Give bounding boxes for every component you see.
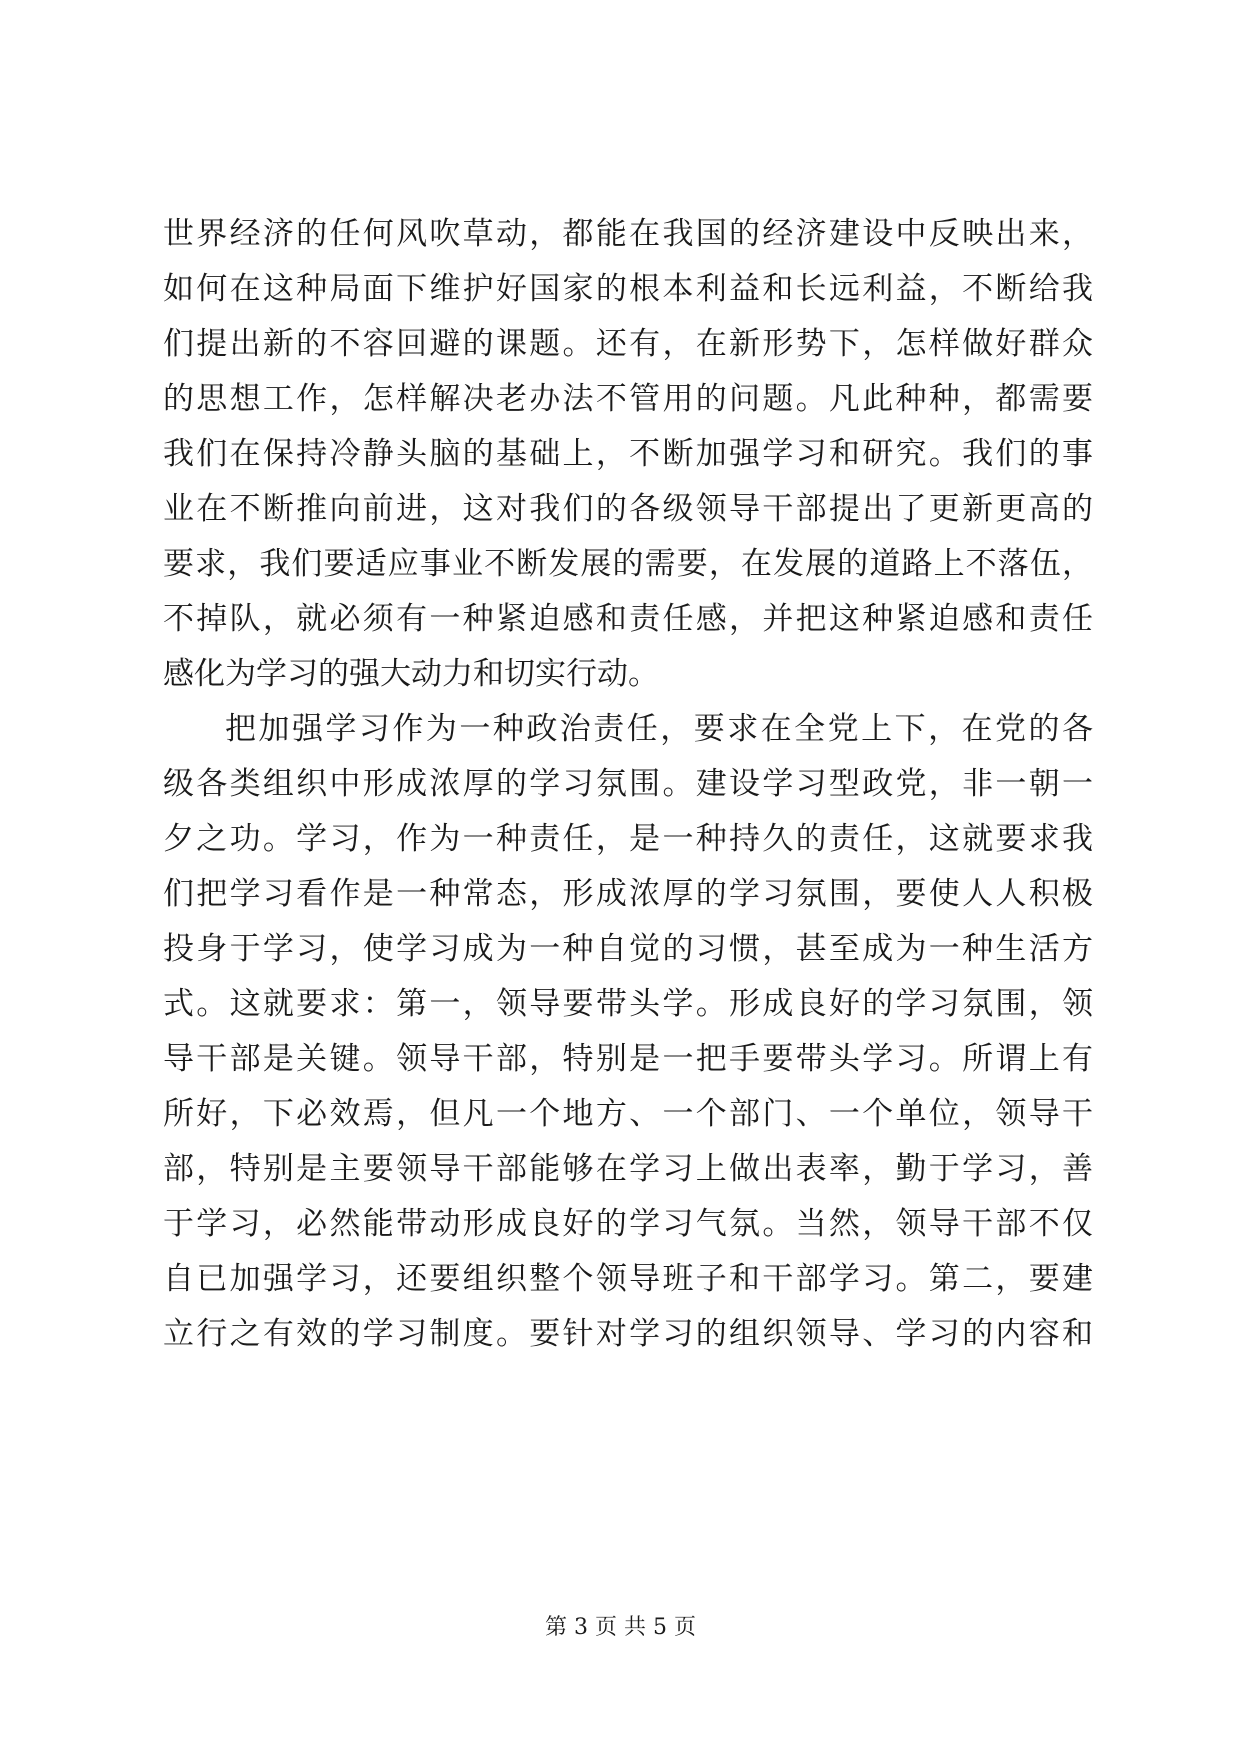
text-line: 业在不断推向前进，这对我们的各级领导干部提出了更新更高的 <box>163 491 1093 527</box>
text-line: 感化为学习的强大动力和切实行动。 <box>163 656 659 692</box>
text-line: 要求，我们要适应事业不断发展的需要，在发展的道路上不落伍， <box>163 546 1093 582</box>
text-line: 投身于学习，使学习成为一种自觉的习惯，甚至成为一种生活方 <box>163 931 1093 967</box>
page-footer <box>0 1610 1241 1641</box>
text-line: 立行之有效的学习制度。要针对学习的组织领导、学习的内容和 <box>163 1316 1093 1352</box>
text-line: 部，特别是主要领导干部能够在学习上做出表率，勤于学习，善 <box>163 1151 1093 1187</box>
paragraph-2 <box>163 702 1093 1362</box>
page-number-label: 第 3 页 共 5 页 <box>545 1615 696 1640</box>
text-line: 自已加强学习，还要组织整个领导班子和干部学习。第二，要建 <box>163 1261 1093 1297</box>
text-line: 式。这就要求：第一，领导要带头学。形成良好的学习氛围，领 <box>163 986 1093 1022</box>
text-line: 级各类组织中形成浓厚的学习氛围。建设学习型政党，非一朝一 <box>163 766 1093 802</box>
text-line: 夕之功。学习，作为一种责任，是一种持久的责任，这就要求我 <box>163 821 1093 857</box>
text-line: 如何在这种局面下维护好国家的根本利益和长远利益，不断给我 <box>163 271 1093 307</box>
text-line: 把加强学习作为一种政治责任，要求在全党上下，在党的各 <box>225 711 1093 747</box>
text-line: 我们在保持冷静头脑的基础上，不断加强学习和研究。我们的事 <box>163 436 1093 472</box>
text-line: 所好，下必效焉，但凡一个地方、一个部门、一个单位，领导干 <box>163 1096 1093 1132</box>
paragraph-1 <box>163 207 1093 702</box>
text-line: 世界经济的任何风吹草动，都能在我国的经济建设中反映出来， <box>163 216 1093 252</box>
text-line: 们把学习看作是一种常态，形成浓厚的学习氛围，要使人人积极 <box>163 876 1093 912</box>
text-line: 们提出新的不容回避的课题。还有，在新形势下，怎样做好群众 <box>163 326 1093 362</box>
text-line: 不掉队，就必须有一种紧迫感和责任感，并把这种紧迫感和责任 <box>163 601 1093 637</box>
text-line: 导干部是关键。领导干部，特别是一把手要带头学习。所谓上有 <box>163 1041 1093 1077</box>
document-body <box>163 207 1093 1362</box>
text-line: 的思想工作，怎样解决老办法不管用的问题。凡此种种，都需要 <box>163 381 1093 417</box>
text-line: 于学习，必然能带动形成良好的学习气氛。当然，领导干部不仅 <box>163 1206 1093 1242</box>
